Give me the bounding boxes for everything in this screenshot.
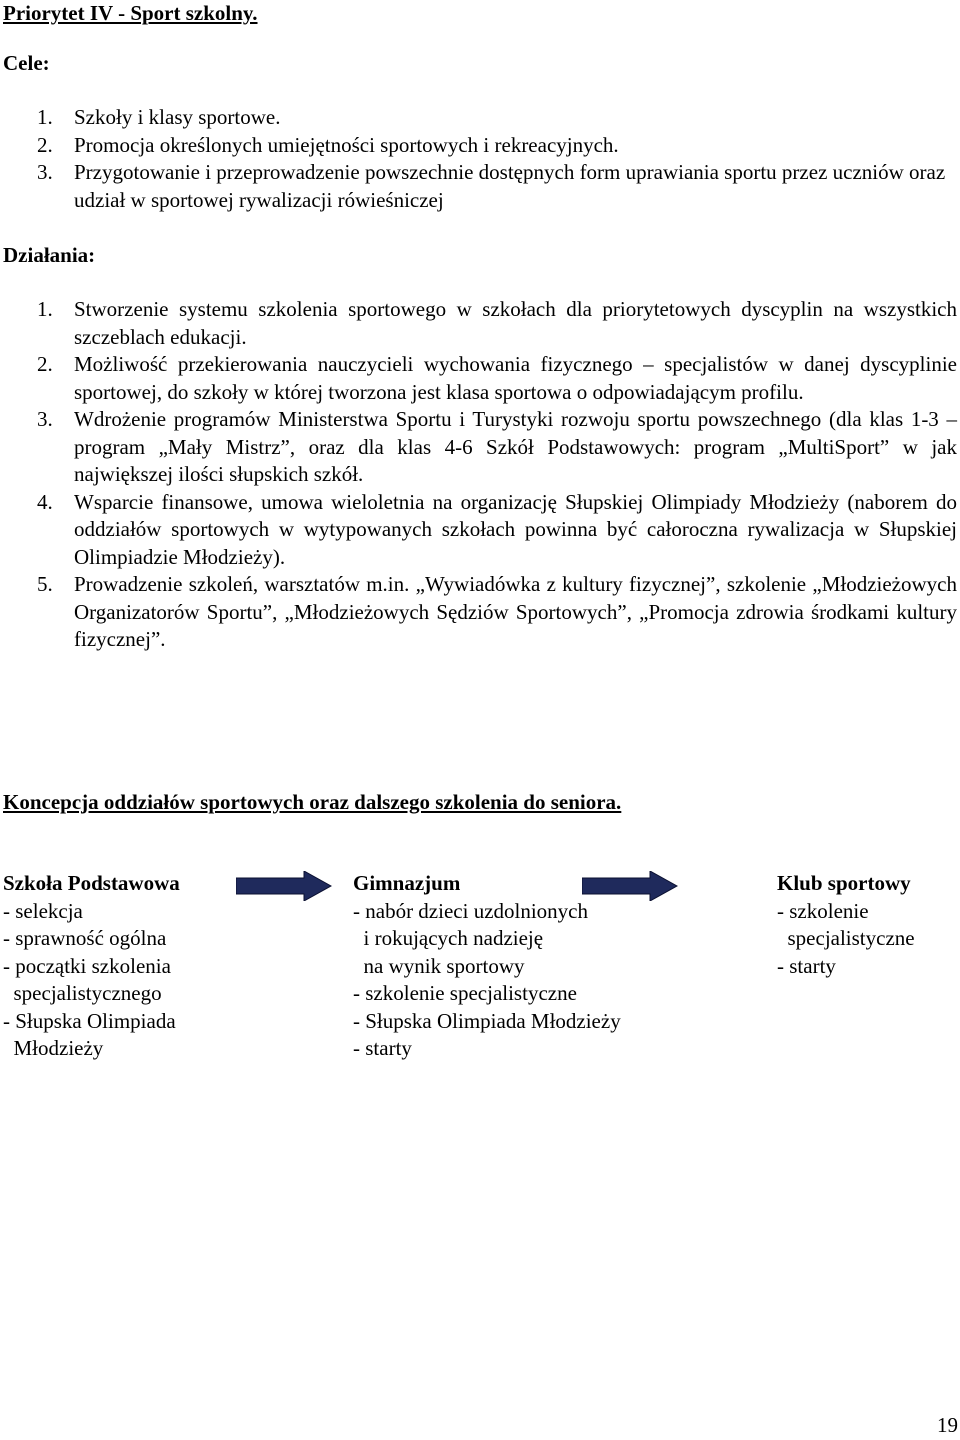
list-item: 1. Szkoły i klasy sportowe. [37, 105, 281, 129]
list-item: 2. Promocja określonych umiejętności sportowych i rekreacyjnych. [37, 132, 619, 157]
column-line: - początki szkolenia [3, 953, 171, 978]
list-item: 1. Stworzenie systemu szkolenia sportowego w szkołach dla priorytetowych dyscyplin na wszystkich szczeblach edukacji. [37, 297, 957, 349]
column-line: - nabór dzieci uzdolnionych [353, 898, 588, 923]
column-line: - szkolenie specjalistyczne [353, 981, 577, 1005]
list-item: 2. Możliwość przekierowania nauczycieli wychowania fizycznego – specjalistów w danej dyscyplinie sportowej, do szkoły w której tworzona jest klasa sportowa o odpowiadającym profilu. [37, 352, 957, 404]
goals-list [0, 104, 957, 214]
arrow-right-icon [582, 871, 678, 901]
column-line: na wynik sportowy [353, 953, 525, 978]
column-line: - sprawność ogólna [3, 926, 167, 950]
list-item: 5. Prowadzenie szkoleń, warsztatów m.in. „Wywiadówka z kultury fizycznej”, szkolenie „Młodzieżowych Organizatorów Sportu”, „Młodzieżowych Sędziów Sportowych”, „Promocja zdrowia środkami kultury fizycznej”. [37, 572, 957, 651]
column-line: - szkolenie [777, 898, 869, 923]
concept-title: Koncepcja oddziałów sportowych oraz dalszego szkolenia do seniora. [3, 790, 622, 814]
column-title: Szkoła Podstawowa [3, 871, 180, 895]
column-line: - starty [353, 1036, 412, 1060]
column-line: - Słupska Olimpiada Młodzieży [353, 1008, 621, 1033]
actions-label: Działania: [3, 243, 96, 267]
column-line: i rokujących nadzieję [353, 926, 544, 950]
section-title: Priorytet IV - Sport szkolny. [3, 1, 258, 25]
column-middle-school [353, 870, 621, 1063]
column-line: specjalistyczne [777, 926, 915, 950]
column-line: - selekcja [3, 898, 83, 923]
column-line: - Słupska Olimpiada [3, 1008, 176, 1033]
column-sports-club [777, 870, 915, 980]
goals-label: Cele: [3, 51, 50, 75]
column-primary-school [3, 870, 180, 1063]
page-number: 19 [937, 1413, 958, 1437]
actions-list [0, 296, 957, 654]
arrow-right-icon [236, 871, 332, 901]
list-item: 3. Wdrożenie programów Ministerstwa Sportu i Turystyki rozwoju sportu powszechnego (dla klas 1-3 – program „Mały Mistrz”, oraz dla klas 4-6 Szkół Podstawowych: program „MultiSport” w jak największej ilości słupskich szkół. [37, 407, 957, 486]
column-line: - starty [777, 953, 836, 978]
column-title: Klub sportowy [777, 871, 911, 895]
list-item: 4. Wsparcie finansowe, umowa wieloletnia na organizację Słupskiej Olimpiady Młodzieży (naborem do oddziałów sportowych w wytypowanych szkołach powinna być całoroczna rywalizacja w Słupskiej Olimpiadzie Młodzieży). [37, 489, 957, 569]
column-title: Gimnazjum [353, 871, 461, 895]
column-line: specjalistycznego [3, 981, 162, 1005]
list-item: 3. Przygotowanie i przeprowadzenie powszechnie dostępnych form uprawiania sportu przez uczniów oraz udział w sportowej rywalizacji rówieśniczej [37, 160, 946, 212]
column-line: Młodzieży [3, 1036, 104, 1060]
